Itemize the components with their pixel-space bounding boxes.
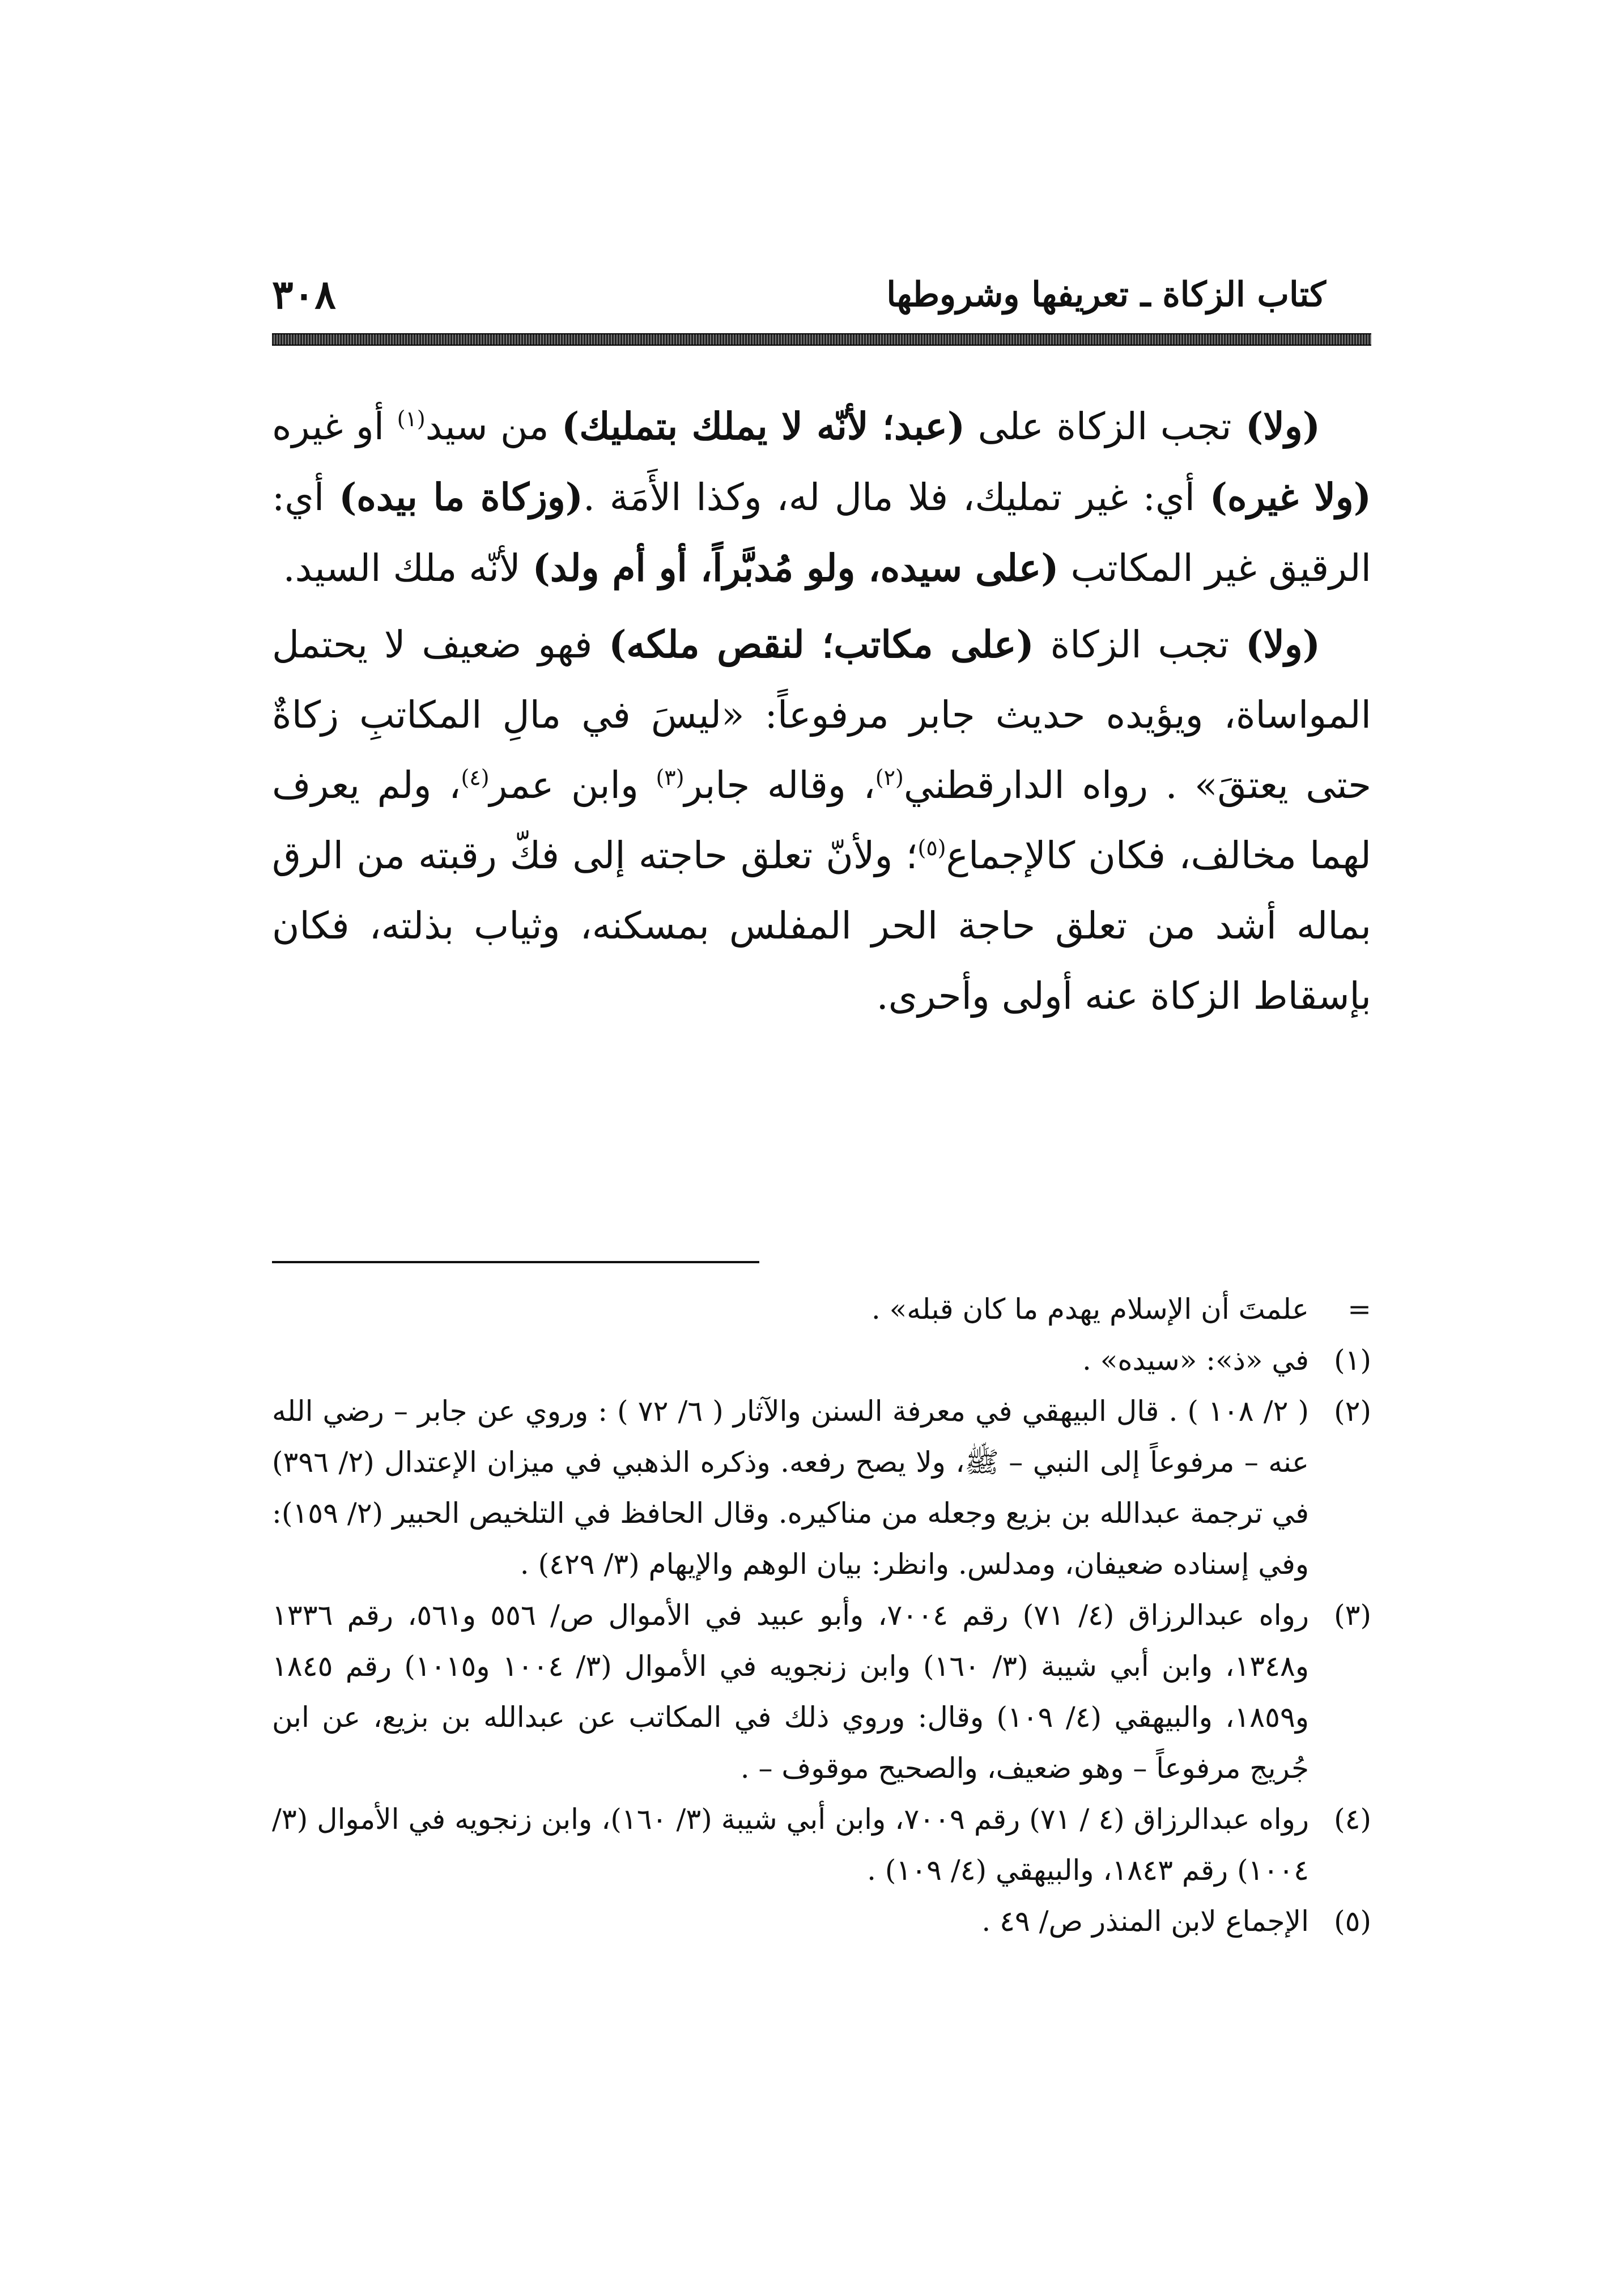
page-header xyxy=(272,266,1371,329)
footnote-ref-4[interactable]: (٤) xyxy=(461,765,490,790)
text-run: من سيد xyxy=(425,405,562,448)
footnote-separator xyxy=(272,1261,759,1263)
text-run: لأنّه ملك السيد. xyxy=(283,546,533,590)
bold-phrase: (ولا) xyxy=(1245,622,1321,666)
footnote-text: في «ذ»: «سيده» . xyxy=(1082,1344,1309,1377)
footnote-ref-5[interactable]: (٥) xyxy=(917,835,946,860)
text-run: فهو ضعيف لا يحتمل المواساة، ويؤيده حديث جابر مرفوعاً: «ليسَ في مالِ المكاتبِ زكاةٌ حتى يعتقَ» . رواه الدارقطني xyxy=(272,623,1372,807)
bold-phrase: (على سيده، ولو مُدبَّراً، أو أم ولد) xyxy=(532,546,1059,590)
footnote-4 xyxy=(272,1794,1371,1896)
book-page xyxy=(272,0,1371,2293)
text-run: أي: الرقيق غير المكاتب xyxy=(272,475,1371,590)
bold-phrase: (ولا) xyxy=(1231,404,1320,448)
footnote-ref-3[interactable]: (٣) xyxy=(656,765,685,790)
page-number: ٣٠٨ xyxy=(272,271,336,318)
text-run: أي: غير تمليك، فلا مال له، وكذا الأَمَة . xyxy=(583,475,1210,519)
footnote-text: ( ٢/ ١٠٨ ) . قال البيهقي في معرفة السنن والآثار ( ٦/ ٧٢ ) : وروي عن جابر – رضي الله عنه – مرفوعاً إلى النبي – ﷺ، ولا يصح رفعه. وذكره الذهبي في ميزان الإعتدال (٢/ ٣٩٦) في ترجمة عبدالله بن بزيع وجعله من مناكيره. وقال الحافظ في التلخيص الحبير (٢/ ١٥٩): وفي إسناده ضعيفان، ومدلس. وانظر: بيان الوهم والإيهام (٣/ ٤٢٩) . xyxy=(272,1395,1309,1581)
footnote-marker: (٤) xyxy=(1334,1803,1371,1836)
footnote-marker: (٣) xyxy=(1334,1599,1371,1632)
footnote-2 xyxy=(272,1386,1371,1590)
footnote-text: رواه عبدالرزاق (٤/ ٧١) رقم ٧٠٠٤، وأبو عبيد في الأموال ص/ ٥٥٦ و٥٦١، رقم ١٣٣٦ و١٣٤٨، وابن أبي شيبة (٣/ ١٦٠) وابن زنجويه في الأموال (٣/ ١٠٠٤ و١٠١٥) رقم ١٨٤٥ و١٨٥٩، والبيهقي (٤/ ١٠٩) وقال: وروي ذلك في المكاتب عن عبدالله بن بزيع، عن ابن جُريج مرفوعاً – وهو ضعيف، والصحيح موقوف – . xyxy=(272,1599,1310,1785)
text-run: أو غيره xyxy=(272,405,397,448)
footnotes xyxy=(272,1284,1371,1947)
footnote-text: الإجماع لابن المنذر ص/ ٤٩ . xyxy=(981,1905,1309,1938)
footnote-continuation xyxy=(272,1284,1371,1335)
footnote-1 xyxy=(272,1335,1371,1386)
text-run: ؛ ولأنّ تعلق حاجته إلى فكّ رقبته من الرق بماله أشد من تعلق حاجة الحر المفلس بمسكنه، وثياب بذلته، فكان بإسقاط الزكاة عنه أولى وأحرى. xyxy=(272,834,1371,1018)
text-run: تجب الزكاة xyxy=(1034,623,1246,666)
bold-phrase: (ولا غيره) xyxy=(1209,475,1371,519)
text-run: ، ولم يعرف لهما مخالف، فكان كالإجماع xyxy=(272,763,1371,877)
footnote-3 xyxy=(272,1590,1371,1794)
header-rule xyxy=(272,333,1371,346)
main-text xyxy=(272,391,1371,1037)
footnote-ref-1[interactable]: (١) xyxy=(397,406,426,431)
text-run: وابن عمر xyxy=(489,763,656,807)
footnote-marker: = xyxy=(1347,1293,1371,1326)
footnote-text: علمتَ أن الإسلام يهدم ما كان قبله» . xyxy=(871,1293,1309,1326)
footnote-marker: (٥) xyxy=(1334,1905,1371,1938)
running-title: كتاب الزكاة ـ تعريفها وشروطها xyxy=(886,275,1326,315)
bold-phrase: (وزكاة ما بيده) xyxy=(339,475,583,519)
text-run: ، وقاله جابر xyxy=(684,763,875,807)
footnote-marker: (١) xyxy=(1334,1344,1371,1377)
footnote-ref-2[interactable]: (٢) xyxy=(875,765,904,790)
paragraph-2 xyxy=(272,609,1371,1031)
text-run: تجب الزكاة على xyxy=(965,405,1232,448)
paragraph-1 xyxy=(272,391,1371,604)
footnote-text: رواه عبدالرزاق (٤ / ٧١) رقم ٧٠٠٩، وابن أبي شيبة (٣/ ١٦٠)، وابن زنجويه في الأموال (٣/ ١٠٠٤) رقم ١٨٤٣، والبيهقي (٤/ ١٠٩) . xyxy=(272,1803,1309,1887)
footnote-marker: (٢) xyxy=(1334,1395,1371,1428)
bold-phrase: (على مكاتب؛ لنقص ملكه) xyxy=(609,622,1034,666)
footnote-5 xyxy=(272,1896,1371,1947)
bold-phrase: (عبد؛ لأنّه لا يملك بتمليك) xyxy=(562,404,966,448)
